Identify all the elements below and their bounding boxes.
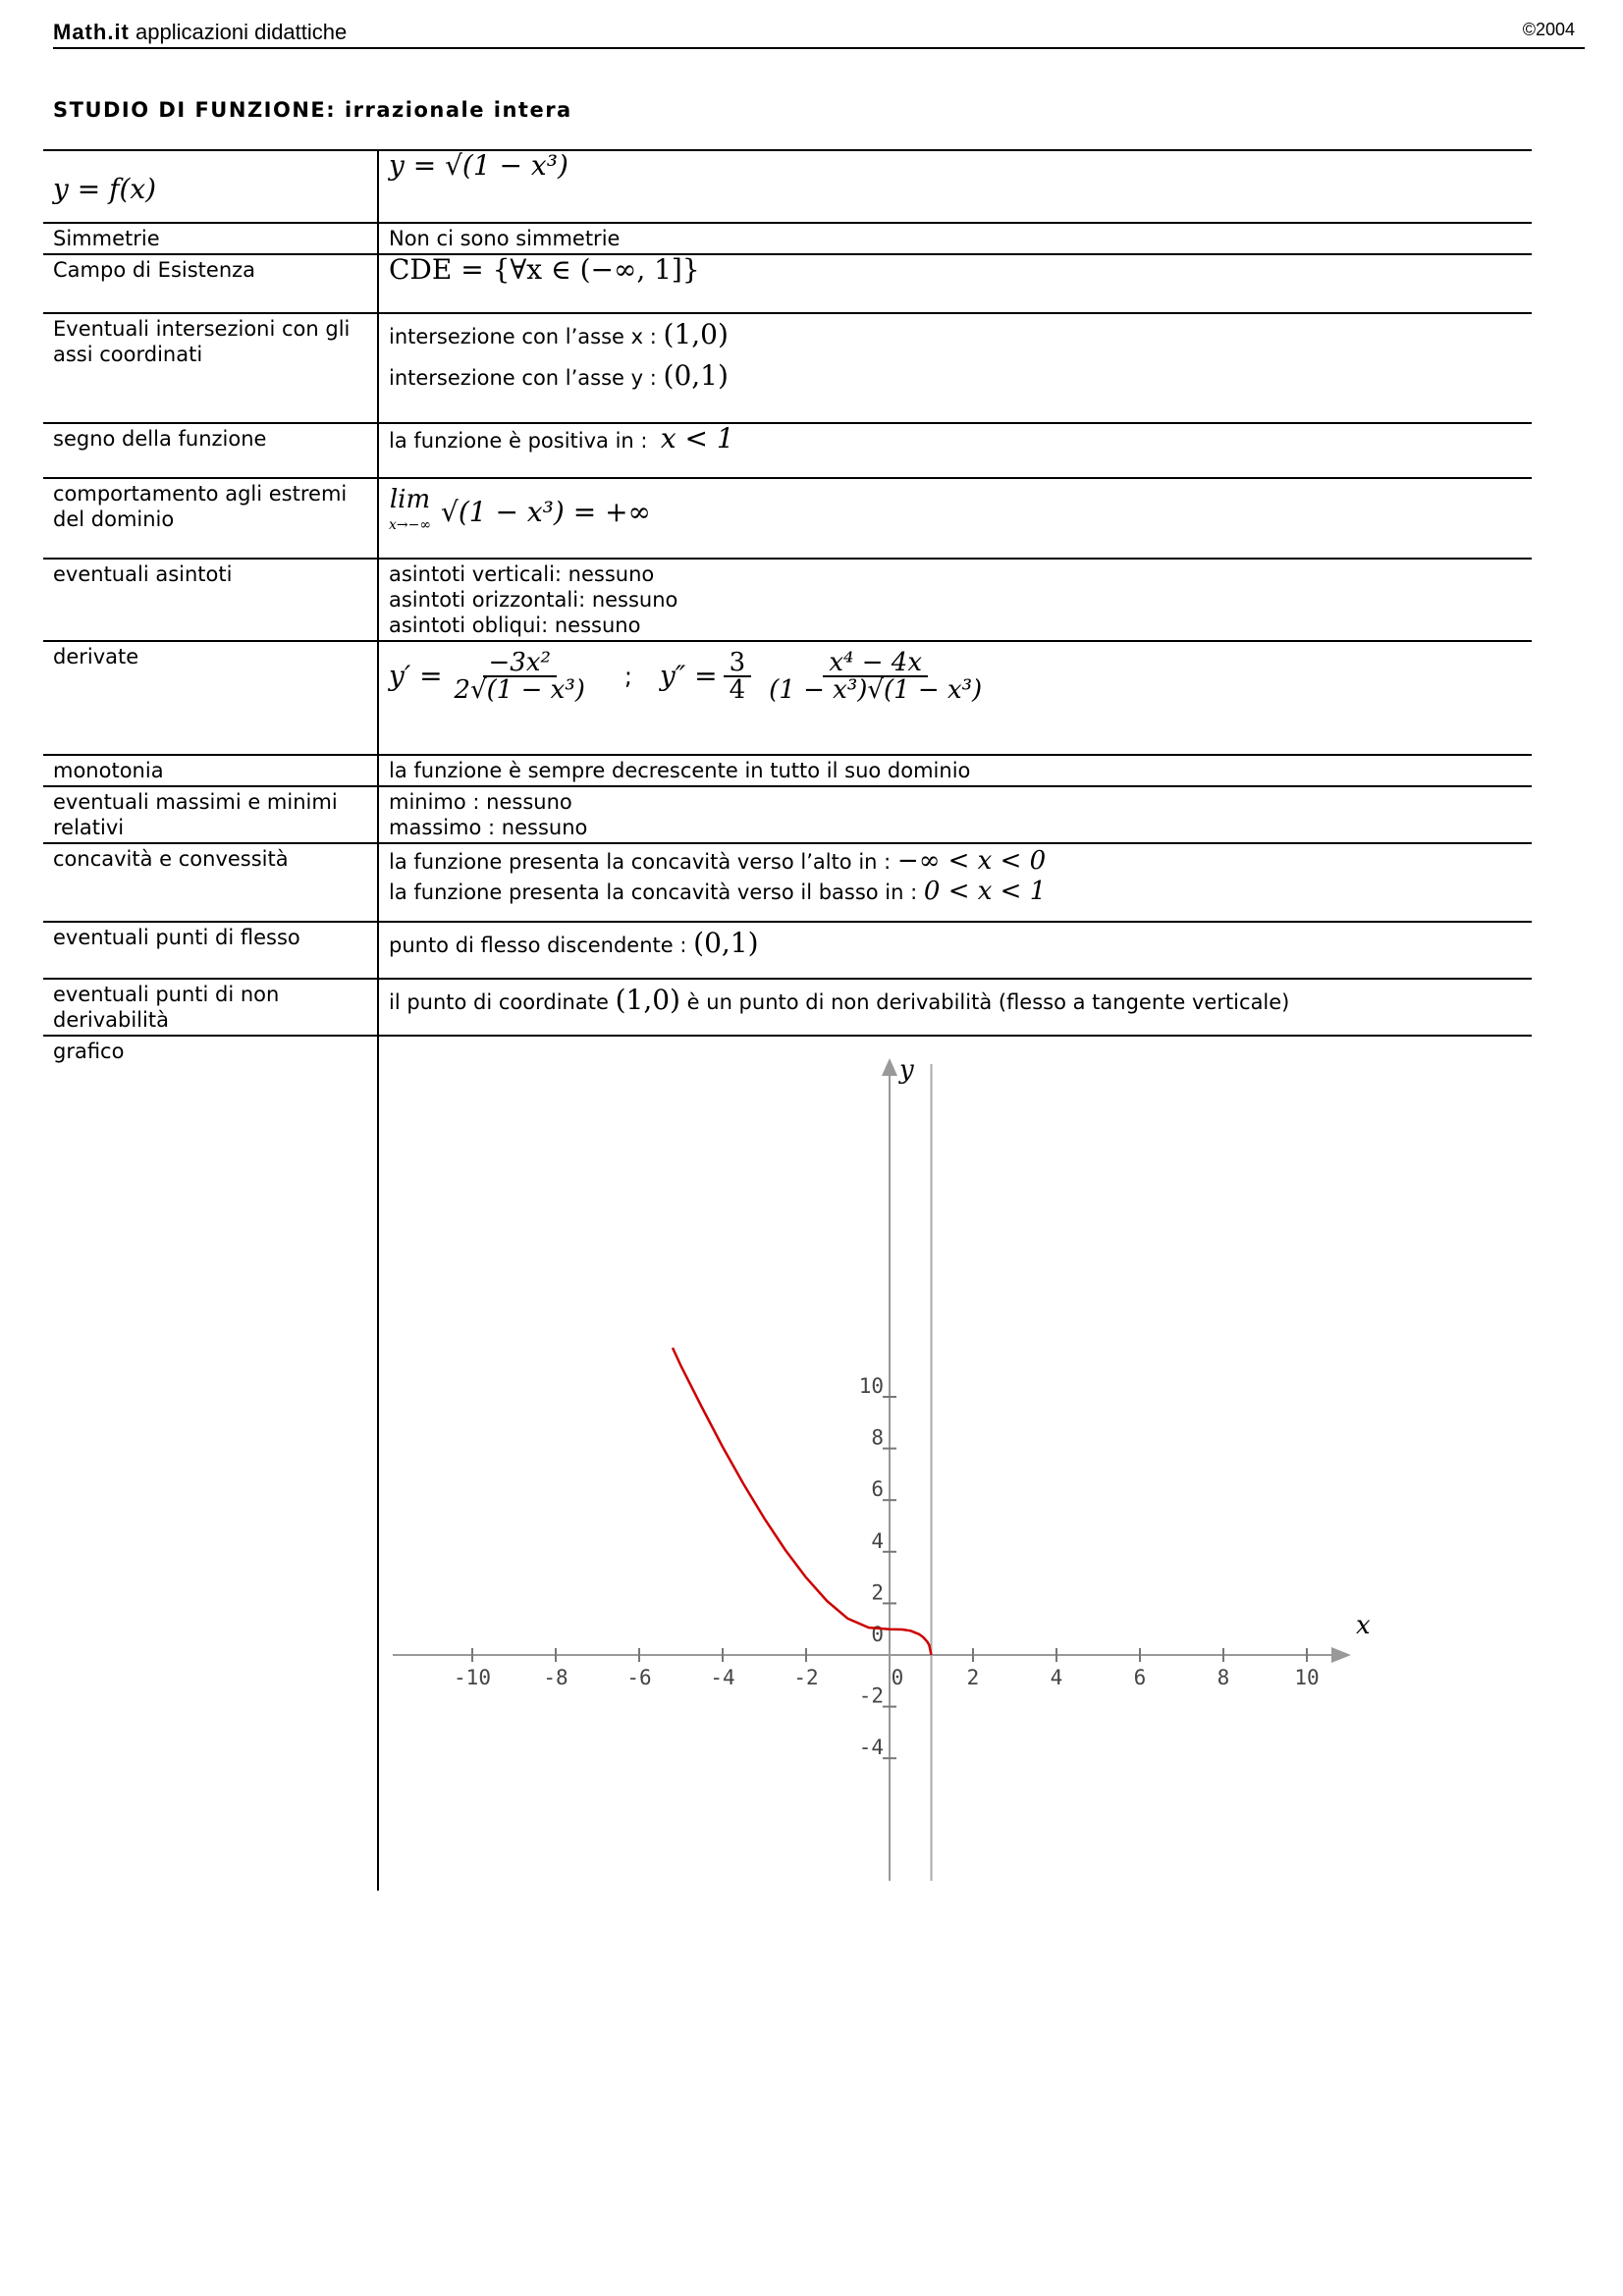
label-intersections: Eventuali intersezioni con gli assi coordinati xyxy=(43,313,378,423)
row-symmetry xyxy=(43,223,1532,254)
x-axis-arrow xyxy=(1331,1647,1351,1663)
label-extrema: eventuali massimi e minimi relativi xyxy=(43,786,378,843)
label-asymptotes: eventuali asintoti xyxy=(43,559,378,641)
x-tick-label: 10 xyxy=(1294,1666,1320,1689)
label-nondiff: eventuali punti di non derivabilità xyxy=(43,979,378,1036)
second-derivative-coef-num: 3 xyxy=(724,650,752,677)
y-tick-label: 6 xyxy=(871,1477,884,1502)
y-tick-label: 2 xyxy=(871,1580,884,1605)
inflection-text: punto di flesso discendente : xyxy=(389,934,687,957)
first-derivative-numerator: −3x² xyxy=(483,650,557,677)
x-tick-label: -10 xyxy=(454,1666,491,1689)
series xyxy=(673,1348,932,1655)
y-axis-label: y xyxy=(899,1055,914,1085)
concavity-down-text: la funzione presenta la concavità verso il basso in : xyxy=(389,881,918,904)
derivative-separator: ; xyxy=(623,663,632,690)
series-line xyxy=(673,1348,932,1655)
sign-text: la funzione è positiva in : xyxy=(389,429,648,453)
limit-lim: lim xyxy=(389,485,431,514)
x-intersection-value: (1,0) xyxy=(663,318,729,350)
label-derivatives: derivate xyxy=(43,641,378,755)
study-table xyxy=(43,149,1532,1891)
second-derivative-lhs: y″ = xyxy=(659,660,718,692)
brand-rest: applicazioni didattiche xyxy=(129,20,348,44)
y-tick-label: 10 xyxy=(858,1374,884,1398)
nondiff-value: (1,0) xyxy=(615,984,680,1016)
document-title xyxy=(53,98,572,122)
copyright: ©2004 xyxy=(1522,20,1575,39)
function-graph xyxy=(379,1037,1371,1891)
first-derivative-denominator: 2√(1 − x³) xyxy=(454,675,585,705)
concavity-up-text: la funzione presenta la concavità verso l’alto in : xyxy=(389,850,892,874)
extrema-max: massimo : nessuno xyxy=(389,816,588,839)
second-derivative-numerator: x⁴ − 4x xyxy=(823,650,928,677)
y-tick-label: 8 xyxy=(871,1425,884,1450)
row-monotonicity xyxy=(43,755,1532,786)
y-axis-arrow xyxy=(882,1058,897,1076)
title-bold: STUDIO DI FUNZIONE: xyxy=(53,98,337,122)
value-monotonicity: la funzione è sempre decrescente in tutto il suo dominio xyxy=(378,755,1532,786)
y-tick-label: -4 xyxy=(858,1735,884,1760)
row-intersections xyxy=(43,313,1532,423)
label-graph: grafico xyxy=(43,1036,378,1891)
row-asymptotes xyxy=(43,559,1532,641)
second-derivative-fraction xyxy=(763,650,988,703)
inflection-value: (0,1) xyxy=(693,927,759,959)
label-function: y = f(x) xyxy=(53,173,157,205)
row-sign xyxy=(43,423,1532,478)
concavity-up-value: −∞ < x < 0 xyxy=(896,846,1047,876)
row-inflection xyxy=(43,922,1532,979)
y-tick-label: -2 xyxy=(858,1683,884,1708)
brand xyxy=(53,20,347,45)
label-domain: Campo di Esistenza xyxy=(43,254,378,313)
asymptote-horizontal: asintoti orizzontali: nessuno xyxy=(389,588,678,612)
extrema-min: minimo : nessuno xyxy=(389,790,572,814)
nondiff-text-after: è un punto di non derivabilità (flesso a tangente verticale) xyxy=(686,990,1290,1014)
x-tick-label: 2 xyxy=(966,1666,980,1689)
row-derivatives xyxy=(43,641,1532,755)
page-header xyxy=(53,18,1585,49)
x-intersection-text: intersezione con l’asse x : xyxy=(389,325,657,348)
value-symmetry: Non ci sono simmetrie xyxy=(378,223,1532,254)
x-tick-label: -8 xyxy=(543,1666,568,1689)
x-tick-label: 0 xyxy=(891,1666,904,1689)
x-tick-label: 6 xyxy=(1133,1666,1147,1689)
row-domain xyxy=(43,254,1532,313)
second-derivative-coefficient xyxy=(724,650,752,703)
nondiff-text-before: il punto di coordinate xyxy=(389,990,609,1014)
row-limits xyxy=(43,478,1532,559)
x-axis-label: x xyxy=(1356,1611,1371,1640)
row-extrema xyxy=(43,786,1532,843)
asymptote-vertical: asintoti verticali: nessuno xyxy=(389,562,655,586)
first-derivative-fraction xyxy=(449,650,591,703)
label-sign: segno della funzione xyxy=(43,423,378,478)
x-tick-label: -4 xyxy=(710,1666,735,1689)
x-tick-label: 8 xyxy=(1217,1666,1230,1689)
x-tick-label: -2 xyxy=(793,1666,819,1689)
value-function: y = √(1 − x³) xyxy=(389,149,568,182)
label-limits: comportamento agli estremi del dominio xyxy=(43,478,378,559)
ticks xyxy=(454,1374,1320,1759)
label-inflection: eventuali punti di flesso xyxy=(43,922,378,979)
label-monotonicity: monotonia xyxy=(43,755,378,786)
row-graph xyxy=(43,1036,1532,1891)
row-nondiff xyxy=(43,979,1532,1036)
first-derivative-lhs: y′ = xyxy=(389,660,443,692)
row-function xyxy=(43,150,1532,223)
brand-bold: Math.it xyxy=(53,20,130,44)
limit-expression: √(1 − x³) = +∞ xyxy=(441,496,651,528)
y-intersection-value: (0,1) xyxy=(663,359,729,392)
row-concavity xyxy=(43,843,1532,922)
label-symmetry: Simmetrie xyxy=(43,223,378,254)
second-derivative-denominator: (1 − x³)√(1 − x³) xyxy=(769,675,983,705)
concavity-down-value: 0 < x < 1 xyxy=(923,877,1047,906)
title-subtitle: irrazionale intera xyxy=(336,98,572,122)
y-tick-label: 4 xyxy=(871,1528,884,1553)
y-intersection-text: intersezione con l’asse y : xyxy=(389,366,657,390)
x-tick-label: -6 xyxy=(626,1666,652,1689)
value-domain: CDE = {∀x ∈ (−∞, 1]} xyxy=(389,253,700,286)
label-concavity: concavità e convessità xyxy=(43,843,378,922)
sign-value: x < 1 xyxy=(660,422,734,454)
x-tick-label: 4 xyxy=(1050,1666,1063,1689)
y-tick-label: 0 xyxy=(871,1623,884,1646)
second-derivative-coef-den: 4 xyxy=(729,675,746,705)
asymptote-oblique: asintoti obliqui: nessuno xyxy=(389,614,641,637)
limit-subscript: x→−∞ xyxy=(389,517,432,533)
